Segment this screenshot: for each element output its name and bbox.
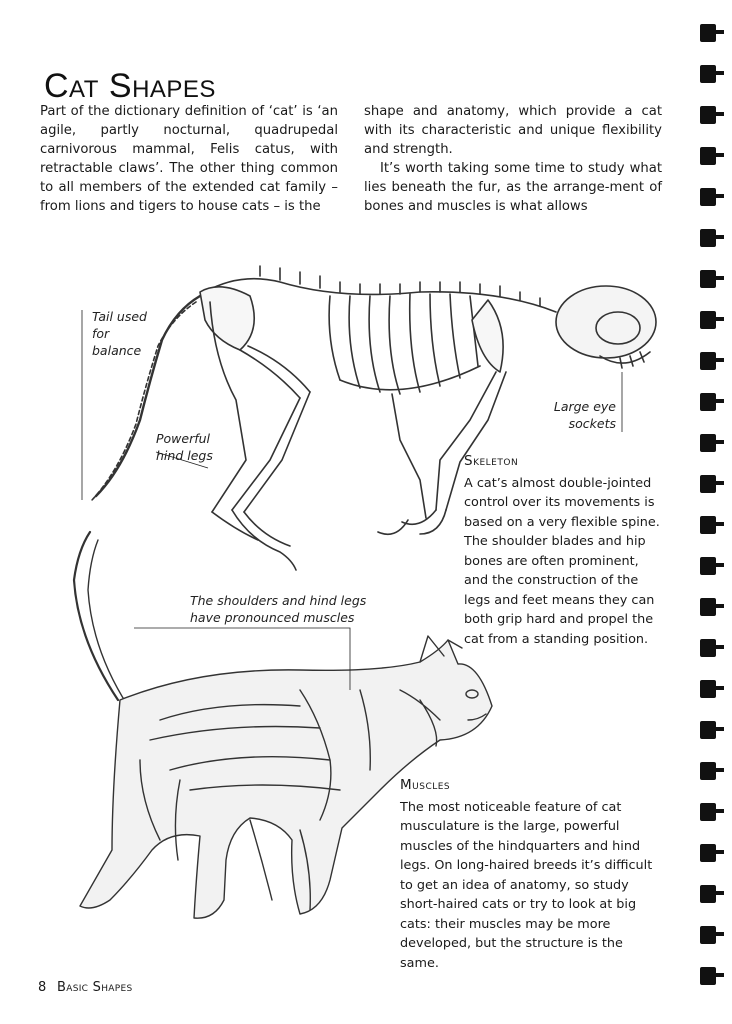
binding-ring (700, 311, 716, 329)
binding-ring (700, 106, 716, 124)
page-title: Cat Shapes (44, 66, 216, 105)
binding-ring (700, 885, 716, 903)
binding-ring (700, 598, 716, 616)
binding-ring (700, 352, 716, 370)
binding-ring (700, 434, 716, 452)
callout-eye-sockets: Large eye sockets (553, 399, 616, 431)
binding-ring (700, 680, 716, 698)
binding-ring-tip (716, 194, 724, 198)
binding-ring-tip (716, 809, 724, 813)
binding-ring (700, 926, 716, 944)
binding-ring (700, 188, 716, 206)
binding-ring-tip (716, 563, 724, 567)
binding-ring-tip (716, 850, 724, 854)
binding-ring-tip (716, 358, 724, 362)
binding-ring (700, 721, 716, 739)
binding-ring-tip (716, 71, 724, 75)
muscles-caption (400, 776, 662, 973)
spiral-binding (690, 0, 732, 1024)
binding-ring-tip (716, 768, 724, 772)
binding-ring-tip (716, 440, 724, 444)
binding-ring-tip (716, 686, 724, 690)
binding-ring-tip (716, 235, 724, 239)
skeleton-text: A cat’s almost double-jointed control over its movements is based on a very flexible spine. The shoulder blades and hip bones are often prominent, and the construction of the legs and feet means they can both grip hard and propel the cat from a standing position. (464, 475, 660, 647)
binding-ring (700, 475, 716, 493)
callout-hind-legs: Powerful hind legs (156, 431, 213, 463)
muscles-heading: Muscles (400, 777, 451, 793)
binding-ring-tip (716, 276, 724, 280)
binding-ring (700, 967, 716, 985)
binding-ring (700, 516, 716, 534)
binding-ring-tip (716, 30, 724, 34)
binding-ring-tip (716, 112, 724, 116)
intro-paragraph-right-2: It’s worth taking some time to study what lies beneath the fur, as the arrange-ment of bones and muscles is what allows (364, 161, 662, 214)
binding-ring-tip (716, 317, 724, 321)
callout-muscles: The shoulders and hind legs have pronounced muscles (190, 593, 367, 625)
binding-ring (700, 557, 716, 575)
intro-paragraph-right-1: shape and anatomy, which provide a cat with its characteristic and unique flexibility and strength. (364, 104, 662, 157)
binding-ring-tip (716, 891, 724, 895)
binding-ring-tip (716, 727, 724, 731)
binding-ring-tip (716, 604, 724, 608)
skeleton-heading: Skeleton (464, 453, 519, 469)
intro-paragraph-left: Part of the dictionary definition of ‘cat’ is ‘an agile, partly nocturnal, quadrupedal carnivorous mammal, Felis catus, with retractable claws’. The other thing common to all members of the extended cat family – from lions and tigers to house cats – is the (40, 104, 338, 214)
binding-ring-tip (716, 645, 724, 649)
muscles-text: The most noticeable feature of cat musculature is the large, powerful muscles of the hindquarters and hind legs. On long-haired breeds it’s difficult to get an idea of anatomy, so study short-haired cats or try to look at big cats: their muscles may be more developed, but the structure is the same. (400, 799, 653, 971)
page-footer (38, 980, 132, 995)
binding-ring (700, 844, 716, 862)
binding-ring-tip (716, 399, 724, 403)
binding-ring (700, 762, 716, 780)
binding-ring (700, 639, 716, 657)
binding-ring (700, 393, 716, 411)
binding-ring-tip (716, 973, 724, 977)
binding-ring-tip (716, 522, 724, 526)
binding-ring (700, 270, 716, 288)
binding-ring-tip (716, 932, 724, 936)
page-number: 8 (38, 980, 47, 995)
binding-ring (700, 65, 716, 83)
skeleton-caption (464, 452, 664, 649)
binding-ring-tip (716, 153, 724, 157)
callout-tail: Tail used for balance (92, 309, 147, 358)
vertebrae (260, 266, 540, 306)
binding-ring (700, 229, 716, 247)
section-name: Basic Shapes (57, 980, 133, 995)
binding-ring (700, 24, 716, 42)
binding-ring (700, 803, 716, 821)
binding-ring (700, 147, 716, 165)
binding-ring-tip (716, 481, 724, 485)
